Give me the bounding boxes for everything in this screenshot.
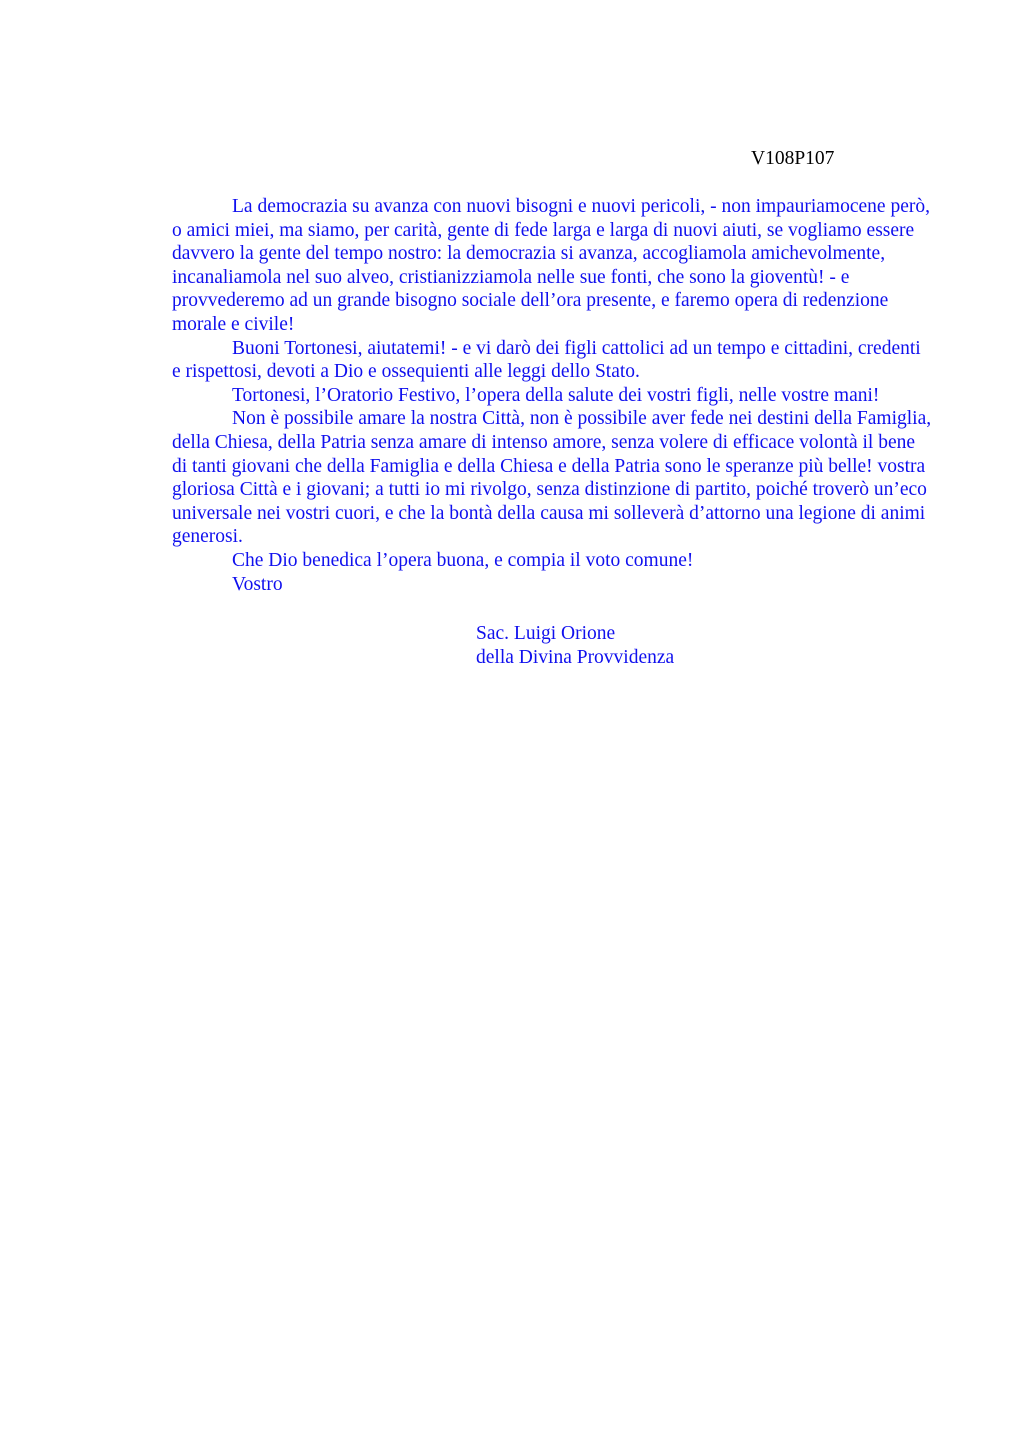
paragraph-non-e-possibile: Non è possibile amare la nostra Città, non è possibile aver fede nei destini della Famiglia, della Chiesa, della Patria senza amare di intenso amore, senza volere di efficace volontà il bene di tanti giovani che della Famiglia e della Chiesa e della Patria sono le speranze più belle! vostra gloriosa Città e i giovani; a tutti io mi rivolgo, senza distinzione di partito, poiché troverò un’eco universale nei vostri cuori, e che la bontà della causa mi solleverà d’attorno una legione di animi generosi. [172, 408, 932, 548]
signature-block [476, 622, 674, 669]
signature-title: della Divina Provvidenza [476, 646, 675, 668]
paragraph-buoni-tortonesi: Buoni Tortonesi, aiutatemi! - e vi darò dei figli cattolici ad un tempo e cittadini, credenti e rispettosi, devoti a Dio e ossequienti alle leggi dello Stato. [172, 337, 921, 383]
paragraph-oratorio-festivo: Tortonesi, l’Oratorio Festivo, l’opera della salute dei vostri figli, nelle vostre mani! [232, 384, 880, 406]
letter-body [172, 195, 932, 596]
paragraph-vostro: Vostro [232, 573, 283, 595]
signature-name: Sac. Luigi Orione [476, 623, 616, 644]
document-id: V108P107 [751, 148, 835, 169]
paragraph-che-dio-benedica: Che Dio benedica l’opera buona, e compia il voto comune! [232, 549, 694, 571]
paragraph-democrazia: La democrazia su avanza con nuovi bisogni e nuovi pericoli, - non impauriamocene però, o amici miei, ma siamo, per carità, gente di fede larga e larga di nuovi aiuti, se vogliamo essere davvero la gente del tempo nostro: la democrazia si avanza, accogliamola amichevolmente, incanaliamola nel suo alveo, cristianizziamola nelle sue fonti, che sono la gioventù! - e provvederemo ad un grande bisogno sociale dell’ora presente, e faremo opera di redenzione morale e civile! [172, 196, 930, 335]
